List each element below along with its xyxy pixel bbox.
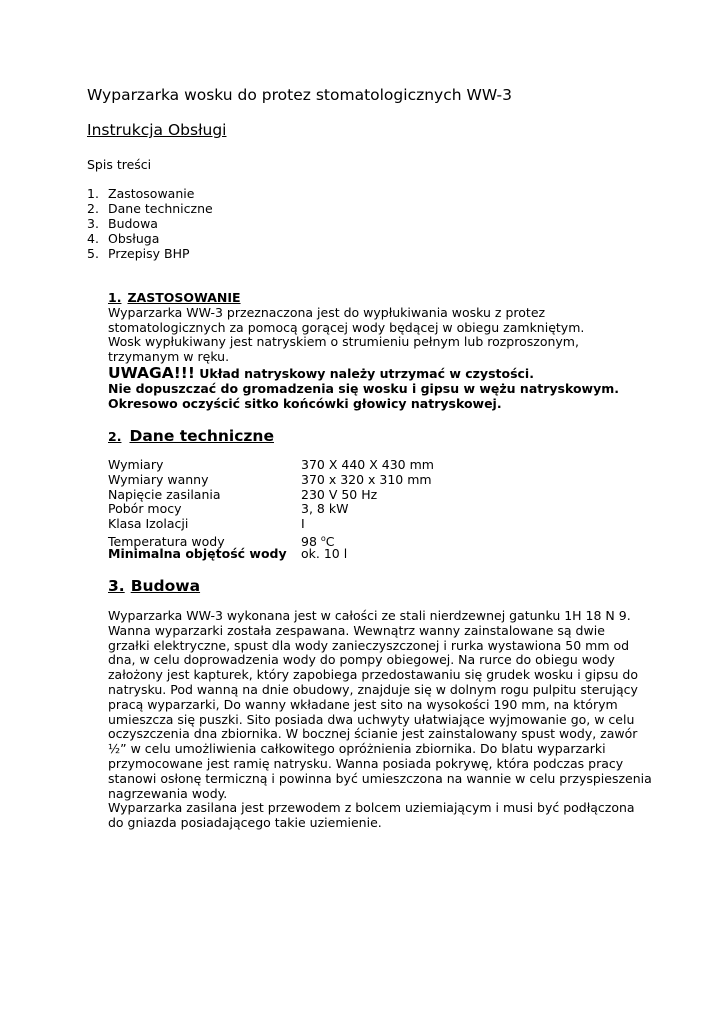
section-number: 3.: [108, 577, 125, 595]
spec-label: Napięcie zasilania: [108, 486, 221, 502]
section-heading-budowa: [108, 576, 200, 595]
paragraph-line: nagrzewania wody.: [108, 785, 228, 801]
paragraph-line: oczyszczenia dna zbiornika. W bocznej ścianie jest zainstalowany spust wody, zawór: [108, 726, 638, 742]
toc-item-label: Dane techniczne: [108, 201, 213, 216]
section-zastosowanie: [108, 291, 668, 412]
section-title: ZASTOSOWANIE: [127, 290, 241, 305]
paragraph-line: ½” w celu umożliwienia całkowitego opróżnienia zbiornika. Do blatu wyparzarki: [108, 741, 606, 757]
paragraph-line: grzałki elektryczne, spust dla wody zanieczyszczonej i rurka wystawiona 50 mm od: [108, 637, 630, 653]
toc-item-number: 3.: [87, 216, 99, 231]
warning-line: [108, 365, 668, 382]
spec-label: Pobór mocy: [108, 501, 182, 517]
paragraph-line: dna, w celu doprowadzenia wody do pompy obiegowej. Na rurce do obiegu wody: [108, 652, 615, 668]
section-title: Budowa: [130, 577, 201, 595]
spec-value: 230 V 50 Hz: [301, 486, 378, 502]
toc-item-label: Zastosowanie: [108, 186, 195, 201]
section-budowa-body: [108, 609, 652, 831]
spec-row: [108, 517, 434, 532]
paragraph-line: Wyparzarka WW-3 przeznaczona jest do wypłukiwania wosku z protez: [108, 304, 546, 320]
toc-item-number: 1.: [87, 186, 99, 201]
section-heading-dane-techniczne: [108, 426, 274, 445]
paragraph-line: Wyparzarka WW-3 wykonana jest w całości ze stali nierdzewnej gatunku 1H 18 N 9.: [108, 608, 631, 623]
paragraph-line: natrysku. Pod wanną na dnie obudowy, znajduje się w dolnym rogu pulpitu sterujący: [108, 681, 638, 697]
spec-label: Wymiary: [108, 457, 164, 472]
toc-list: [87, 186, 213, 261]
spec-row: [108, 502, 434, 517]
warning-line: Okresowo oczyścić sitko końcówki głowicy natryskowej.: [108, 395, 502, 411]
spec-label: Minimalna objętość wody: [108, 545, 287, 561]
warning-text: Układ natryskowy należy utrzymać w czystości.: [194, 365, 534, 381]
paragraph-line: przymocowane jest ramię natrysku. Wanna posiada pokrywę, która podczas pracy: [108, 755, 624, 771]
warning-label: UWAGA!!!: [108, 363, 195, 382]
paragraph-line: Wosk wypłukiwany jest natryskiem o strumieniu pełnym lub rozproszonym,: [108, 334, 579, 350]
toc-item: [87, 231, 213, 246]
spec-value-number: 98: [301, 533, 321, 549]
paragraph-line: pracą wyparzarki, Do wanny wkładane jest sito na wysokości 190 mm, na którym: [108, 696, 618, 712]
toc-heading: Spis treści: [87, 157, 152, 172]
spec-row: [108, 488, 434, 503]
paragraph-line: Wanna wyparzarki została zespawana. Wewnątrz wanny zainstalowane są dwie: [108, 622, 605, 638]
paragraph-line: założony jest kapturek, który zapobiega przedostawaniu się grudek wosku i gipsu do: [108, 667, 638, 683]
section-number: 1.: [108, 290, 122, 305]
spec-label: Temperatura wody: [108, 533, 225, 549]
toc-item: [87, 246, 213, 261]
spec-row: [108, 458, 434, 473]
spec-value: ok. 10 l: [301, 545, 348, 561]
section-number: 2.: [108, 429, 122, 444]
toc-item-label: Budowa: [108, 216, 158, 231]
paragraph-line: do gniazda posiadającego takie uziemienie.: [108, 815, 382, 831]
warning-line: Nie dopuszczać do gromadzenia się wosku i gipsu w wężu natryskowym.: [108, 380, 620, 396]
spec-row: [108, 547, 434, 562]
toc-item-number: 2.: [87, 201, 99, 216]
spec-label: Klasa Izolacji: [108, 516, 189, 532]
toc-item: [87, 216, 213, 231]
section-title: Dane techniczne: [129, 427, 274, 445]
document-title: Wyparzarka wosku do protez stomatologicznych WW-3: [87, 86, 512, 104]
section-heading: [108, 291, 668, 306]
spec-value: I: [301, 516, 305, 532]
paragraph-line: Wyparzarka zasilana jest przewodem z bolcem uziemiającym i musi być podłączona: [108, 800, 635, 816]
spec-label: Wymiary wanny: [108, 471, 209, 487]
toc-item-number: 4.: [87, 231, 99, 246]
spec-table: [108, 458, 434, 562]
spec-value: 370 x 320 x 310 mm: [301, 471, 432, 487]
toc-item-label: Przepisy BHP: [108, 246, 190, 261]
spec-row: [108, 473, 434, 488]
spec-value-unit: C: [325, 533, 335, 549]
degree-superscript: o: [320, 533, 326, 543]
paragraph-line: trzymanym w ręku.: [108, 349, 230, 365]
paragraph-line: stomatologicznych za pomocą gorącej wody będącej w obiegu zamkniętym.: [108, 319, 585, 335]
spec-row: [108, 532, 434, 547]
toc-item-number: 5.: [87, 246, 99, 261]
spec-value: 3, 8 kW: [301, 501, 349, 517]
toc-item: [87, 201, 213, 216]
spec-value: 370 X 440 X 430 mm: [301, 457, 434, 472]
document-subtitle: Instrukcja Obsługi: [87, 121, 227, 139]
paragraph-line: stanowi osłonę termiczną i powinna być umieszczona na wannie w celu przyspieszenia: [108, 770, 652, 786]
toc-item-label: Obsługa: [108, 231, 160, 246]
paragraph-line: umieszcza się puszki. Sito posiada dwa uchwyty ułatwiające wyjmowanie go, w celu: [108, 711, 635, 727]
toc-item: [87, 186, 213, 201]
